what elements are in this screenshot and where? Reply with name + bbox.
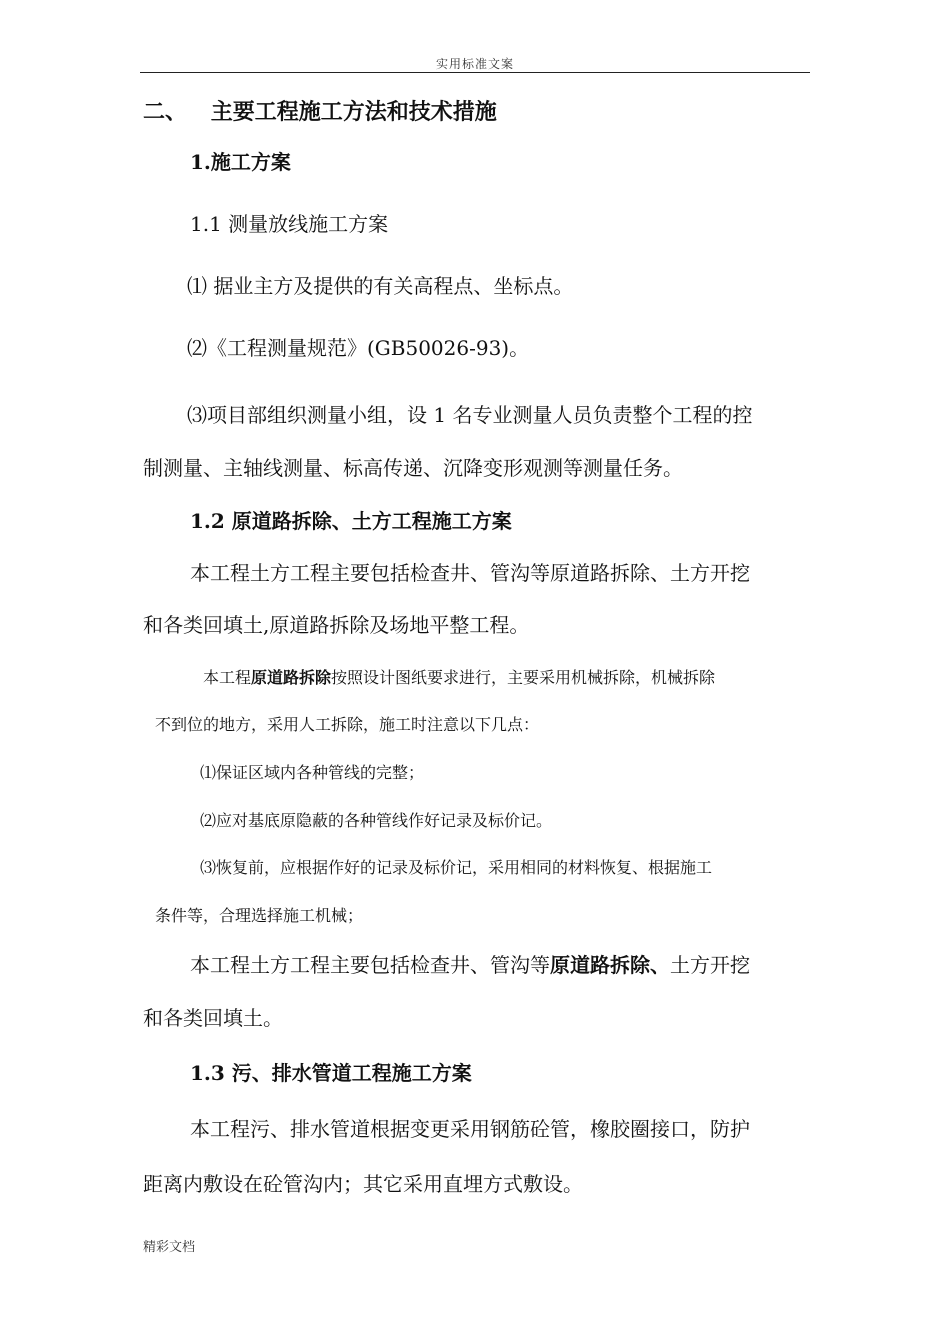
section-heading-number: 二、 — [143, 99, 188, 125]
text-run-bold: 原道路拆除 — [251, 668, 332, 687]
list-item: ⑴保证区域内各种管线的完整； — [200, 763, 425, 782]
text-run: 本工程 — [203, 668, 252, 687]
subsection-1-2-title: 1.2 原道路拆除、土方工程施工方案 — [190, 509, 512, 533]
paragraph-line — [203, 665, 715, 688]
paragraph-line: 本工程土方工程主要包括检查井、管沟等原道路拆除、土方开挖 — [190, 561, 750, 585]
list-item: ⑵应对基底原隐蔽的各种管线作好记录及标价记。 — [200, 811, 553, 830]
list-item: ⑶恢复前，应根据作好的记录及标价记，采用相同的材料恢复、根据施工 — [200, 858, 713, 877]
subsection-1-3-title: 1.3 污、排水管道工程施工方案 — [190, 1061, 472, 1085]
list-item: ⑴ 据业主方及提供的有关高程点、坐标点。 — [187, 274, 574, 298]
page-header-title: 实用标准文案 — [435, 57, 514, 71]
section-heading-text: 主要工程施工方法和技术措施 — [210, 99, 497, 125]
paragraph-line: 和各类回填土。 — [143, 1006, 283, 1030]
text-run: 本工程土方工程主要包括检查井、管沟等 — [190, 953, 550, 977]
section-heading — [143, 95, 497, 126]
paragraph-line: 本工程污、排水管道根据变更采用钢筋砼管，橡胶圈接口，防护 — [190, 1117, 750, 1141]
text-run: 土方开挖 — [670, 953, 750, 977]
subsection-1-1-title: 1.1 测量放线施工方案 — [190, 212, 389, 236]
text-run-bold: 原道路拆除、 — [550, 953, 670, 977]
paragraph-line: 和各类回填土,原道路拆除及场地平整工程。 — [143, 613, 530, 637]
paragraph-line: 距离内敷设在砼管沟内；其它采用直埋方式敷设。 — [143, 1172, 583, 1196]
list-item: ⑵《工程测量规范》(GB50026-93)。 — [187, 336, 530, 360]
paragraph-line: 条件等，合理选择施工机械； — [155, 906, 364, 925]
paragraph-line — [190, 949, 750, 978]
page-footer: 精彩文档 — [143, 1240, 196, 1255]
header-rule — [140, 72, 810, 73]
text-run: 按照设计图纸要求进行，主要采用机械拆除，机械拆除 — [331, 668, 716, 687]
paragraph-line: ⑶项目部组织测量小组，设 1 名专业测量人员负责整个工程的控 — [187, 403, 753, 427]
paragraph-line: 制测量、主轴线测量、标高传递、沉降变形观测等测量任务。 — [143, 456, 683, 480]
subsection-title: 1.施工方案 — [190, 150, 291, 174]
paragraph-line: 不到位的地方，采用人工拆除，施工时注意以下几点： — [155, 715, 540, 734]
